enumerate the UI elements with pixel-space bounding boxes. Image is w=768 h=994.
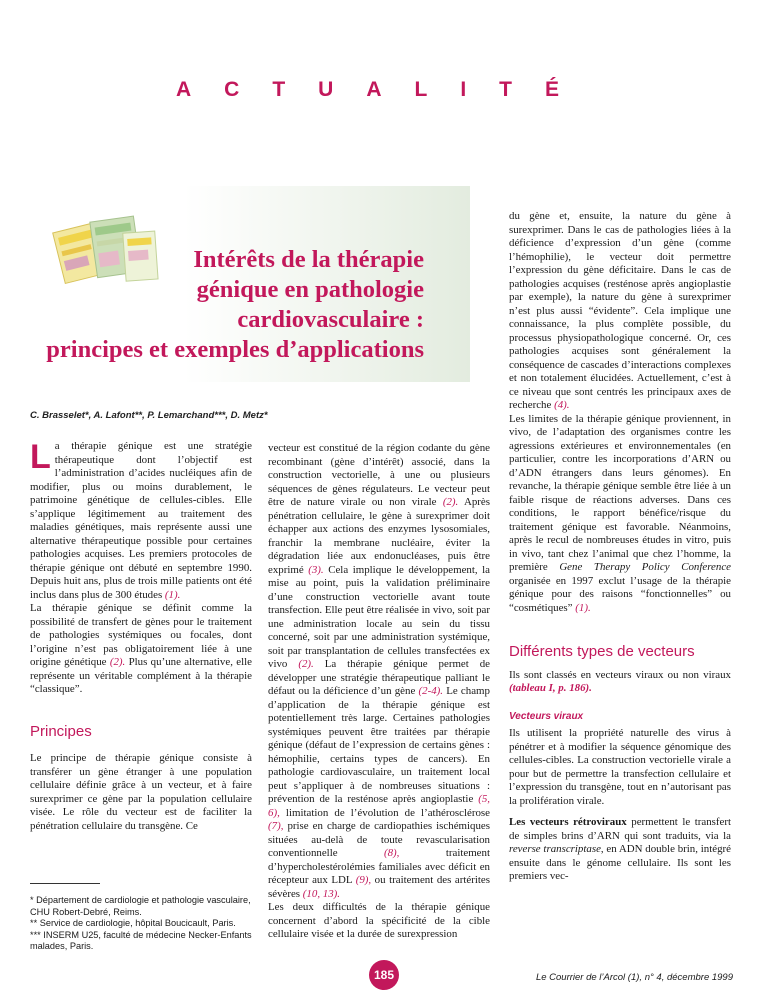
section-heading-principes: Principes (30, 722, 92, 740)
footnote-rule (30, 883, 100, 884)
page-number: 185 (369, 960, 399, 990)
principes-paragraph: Le principe de thérapie génique consiste à transférer un gène étranger à une population cellulaire définie grâce à un vecteur, et à faire surexprimer ce gène par la population cellulaire visée. Le rôle du vecteur est de faciliter la pénétration cellulaire du transgène. Ce (30, 752, 252, 832)
title-line-2: génique en pathologie (196, 276, 424, 303)
affiliations-footnote (30, 895, 252, 953)
column-2 (268, 442, 490, 942)
authors: C. Brasselet*, A. Lafont**, P. Lemarchand***, D. Metz* (30, 410, 268, 421)
column-3 (509, 210, 731, 884)
citation: (1). (164, 588, 181, 601)
section-heading-vecteurs: Différents types de vecteurs (509, 643, 695, 660)
body-paragraph: Les deux difficultés de la thérapie génique concernent d’abord la spécificité de la cible cellulaire visée et la durée de surexpression (268, 901, 490, 940)
title-line-1: Intérêts de la thérapie (193, 246, 424, 273)
intro-paragraph-2: La thérapie génique se définit comme la possibilité de transfert de gènes pour le traitement de pathologies systémiques ou focales, dont l’origine n’est pas obligatoirement liée à une origine génétique (2). Plus qu’une alternative, elle représente un véritable complément à la thérapie “classique”. (30, 602, 252, 695)
title-line-3: cardiovasculaire : (237, 306, 424, 333)
intro-paragraph-1: La thérapie génique est une stratégie thérapeutique dont l’objectif est l’administration d’acides nucléiques afin de modifier, plus ou moins durablement, le patrimoine génétique de cellules-cibles. Elle s’applique légitimement au traitement des maladies génétiques, mais représente aussi une alternative thérapeutique possible pour certaines pathologies acquises. Les premiers protocoles de thérapie génique ont débuté en septembre 1990. Depuis huit ans, plus de trois mille patients ont été inclus dans plus de 300 études (1). (30, 438, 252, 601)
footnote-line: *** INSERM U25, faculté de médecine Necker-Enfants malades, Paris. (30, 929, 252, 951)
body-paragraph: Les vecteurs rétroviraux permettent le transfert de simples brins d’ARN qui sont traduits, via la reverse transcriptase, en ADN double brin, intégré ensuite dans le génome cellulaire. Ils sont les premiers vec- (509, 816, 731, 882)
section-header: ACTUALITÉ (176, 78, 592, 101)
journal-citation: Le Courrier de l’Arcol (1), n° 4, décembre 1999 (535, 972, 733, 983)
article-title (38, 245, 424, 365)
subsection-heading: Vecteurs viraux (509, 710, 584, 722)
title-line-4: principes et exemples d’applications (46, 336, 424, 363)
column-1 (30, 440, 252, 833)
body-paragraph: du gène et, ensuite, la nature du gène à surexprimer. Dans le cas de pathologies liées à la déficience d’expression d’un gène (comme l’hémophilie), le vecteur doit permettre l’expression du gène déficitaire. Dans le cas de pathologies acquises (resténose après angioplastie par exemple), la nature du gène à surexprimer n’est plus aussi “évidente”. Cela implique une connaissance, la plus complète possible, du processus physiopathologique concerné. Or, ces pathologies acquises sont généralement la conséquence de cascades d’interactions complexes et non totalement élucidées. Actuellement, c’est à ce niveau que sont centrés les principaux axes de recherche (4). (509, 210, 731, 411)
citation: (2). (109, 656, 126, 668)
table-reference: (tableau I, p. 186). (509, 682, 592, 694)
footnote-line: ** Service de cardiologie, hôpital Boucicault, Paris. (30, 918, 236, 928)
body-paragraph: Ils sont classés en vecteurs viraux ou non viraux (tableau I, p. 186). (509, 668, 731, 694)
body-paragraph: Ils utilisent la propriété naturelle des virus à pénétrer et à modifier la séquence génomique des cellules-cibles. La construction vectorielle virale a pour but de permettre la transfection cellulaire et l’expression du transgène, tout en n’autorisant pas la prolifération virale. (509, 727, 731, 807)
drop-cap: L (30, 438, 51, 476)
conference-name: Gene Therapy Policy Conference (559, 561, 731, 573)
footnote-line: * Département de cardiologie et pathologie vasculaire, CHU Robert-Debré, Reims. (30, 895, 251, 917)
body-paragraph: Les limites de la thérapie génique proviennent, in vivo, de l’adaptation des organismes contre les agressions extérieures et environnementales (en particulier, contre les incorporations d’ARN ou d’ADN étrangers dans leurs génomes). En revanche, la thérapie génique semble être liée à un faible risque de réactions adverses. Dans ces conditions, le rapport bénéfice/risque du traitement génique est favorable. Néanmoins, après le recul de nombreuses études in vitro, puis in vivo, tant chez l’animal que chez l’homme, la première Gene Therapy Policy Conference organisée en 1997 exclut l’usage de la thérapie génique pour des raisons “fonctionnelles” ou “cosmétiques” (1). (509, 412, 731, 614)
body-paragraph: vecteur est constitué de la région codante du gène recombinant (gène d’intérêt) associé, dans la construction vectorielle, à une ou plusieurs séquences de gènes régulateurs. Le vecteur peut être de nature virale ou non virale (2). Après pénétration cellulaire, le gène à surexprimer doit échapper aux actions des enzymes lysosomiales, franchir la membrane nucléaire, éviter la dégradation liée aux endonucléases, puis être exprimé (3). Cela implique le développement, la mise au point, puis la validation préliminaire d’une construction vectorielle avant toute transfection. Elle peut être réalisée in vivo, soit par une administration locale au sein du tissu concerné, soit par une administration systémique, soit par transplantation de cellules transfectées ex vivo (2). La thérapie génique permet de développer une stratégie thérapeutique palliant le défaut ou la déficience d’un gène (2-4). Le champ d’application de la thérapie génique est potentiellement très large. Certaines pathologies systémiques peuvent être traitées par thérapie génique (défaut de l’expression de certains gènes : hémophilie, certains types de cancers). En pathologie cardiovasculaire, un traitement local peut s’appliquer à de nombreuses situations : prévention de la resténose après angioplastie (5, 6), limitation de l’évolution de l’athérosclérose (7), prise en charge de cardiopathies ischémiques situées au-delà de toute revascularisation conventionnelle (8), traitement d’hypercholestérolémies familiales avec déficit en récepteur aux LDL (9), ou traitement des artérites sévères (10, 13). (268, 442, 491, 900)
